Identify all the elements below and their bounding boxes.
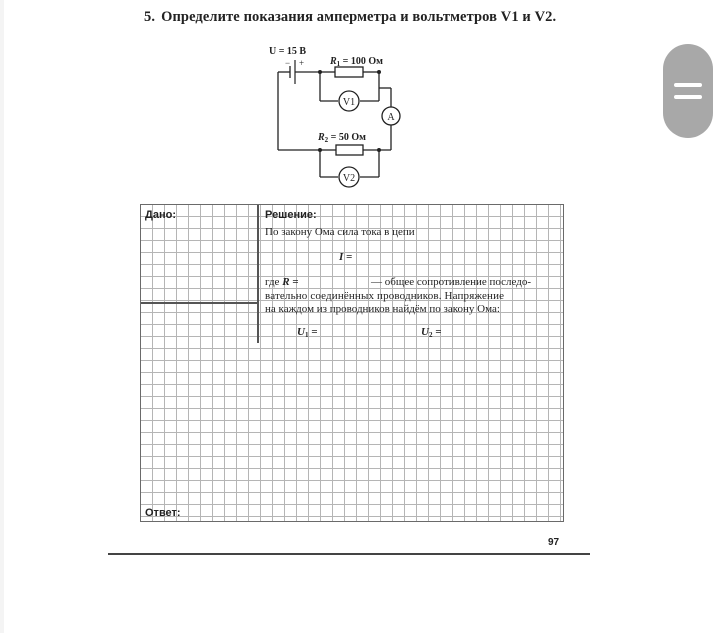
minus-sign: −	[285, 58, 291, 68]
u2-formula: $U_2$ =	[421, 326, 442, 339]
u1-formula: $U_1$ =	[297, 326, 318, 339]
given-column-divider	[257, 205, 259, 343]
v1-label: V1	[342, 97, 356, 108]
solution-line-2: где R =	[265, 276, 299, 288]
given-label: Дано:	[145, 209, 176, 221]
page-number: 97	[548, 537, 560, 548]
solution-line-3: вательно соединённых проводников. Напряжение	[265, 290, 505, 302]
solution-line-1: По закону Ома сила тока в цепи	[265, 226, 415, 238]
ammeter-label: A	[387, 112, 395, 123]
given-section-divider	[141, 302, 258, 304]
solution-line-4: на каждом из проводников найдём по закону Ома:	[265, 303, 500, 315]
task-title	[144, 9, 556, 26]
solution-label: Решение:	[265, 209, 317, 221]
menu-button[interactable]	[663, 44, 713, 138]
task-number: 5.	[144, 9, 156, 25]
answer-label: Ответ:	[145, 507, 181, 519]
resistor-r1	[335, 67, 363, 77]
current-formula: I =	[339, 251, 353, 263]
v2-label: V2	[342, 173, 356, 184]
solution-line-2-rest: — общее сопротивление последо-	[371, 276, 532, 288]
r2-label: $R_2 = 50$ Ом	[318, 132, 366, 144]
voltage-label: U = 15 В	[269, 46, 307, 57]
page-bottom-rule	[108, 553, 590, 555]
circuit-diagram	[260, 38, 430, 188]
task-text: Определите показания амперметра и вольтметров V1 и V2.	[161, 9, 557, 25]
plus-sign: +	[299, 58, 305, 68]
resistor-r2	[336, 145, 363, 155]
r1-label: $R_1 = 100$ Ом	[330, 56, 383, 68]
